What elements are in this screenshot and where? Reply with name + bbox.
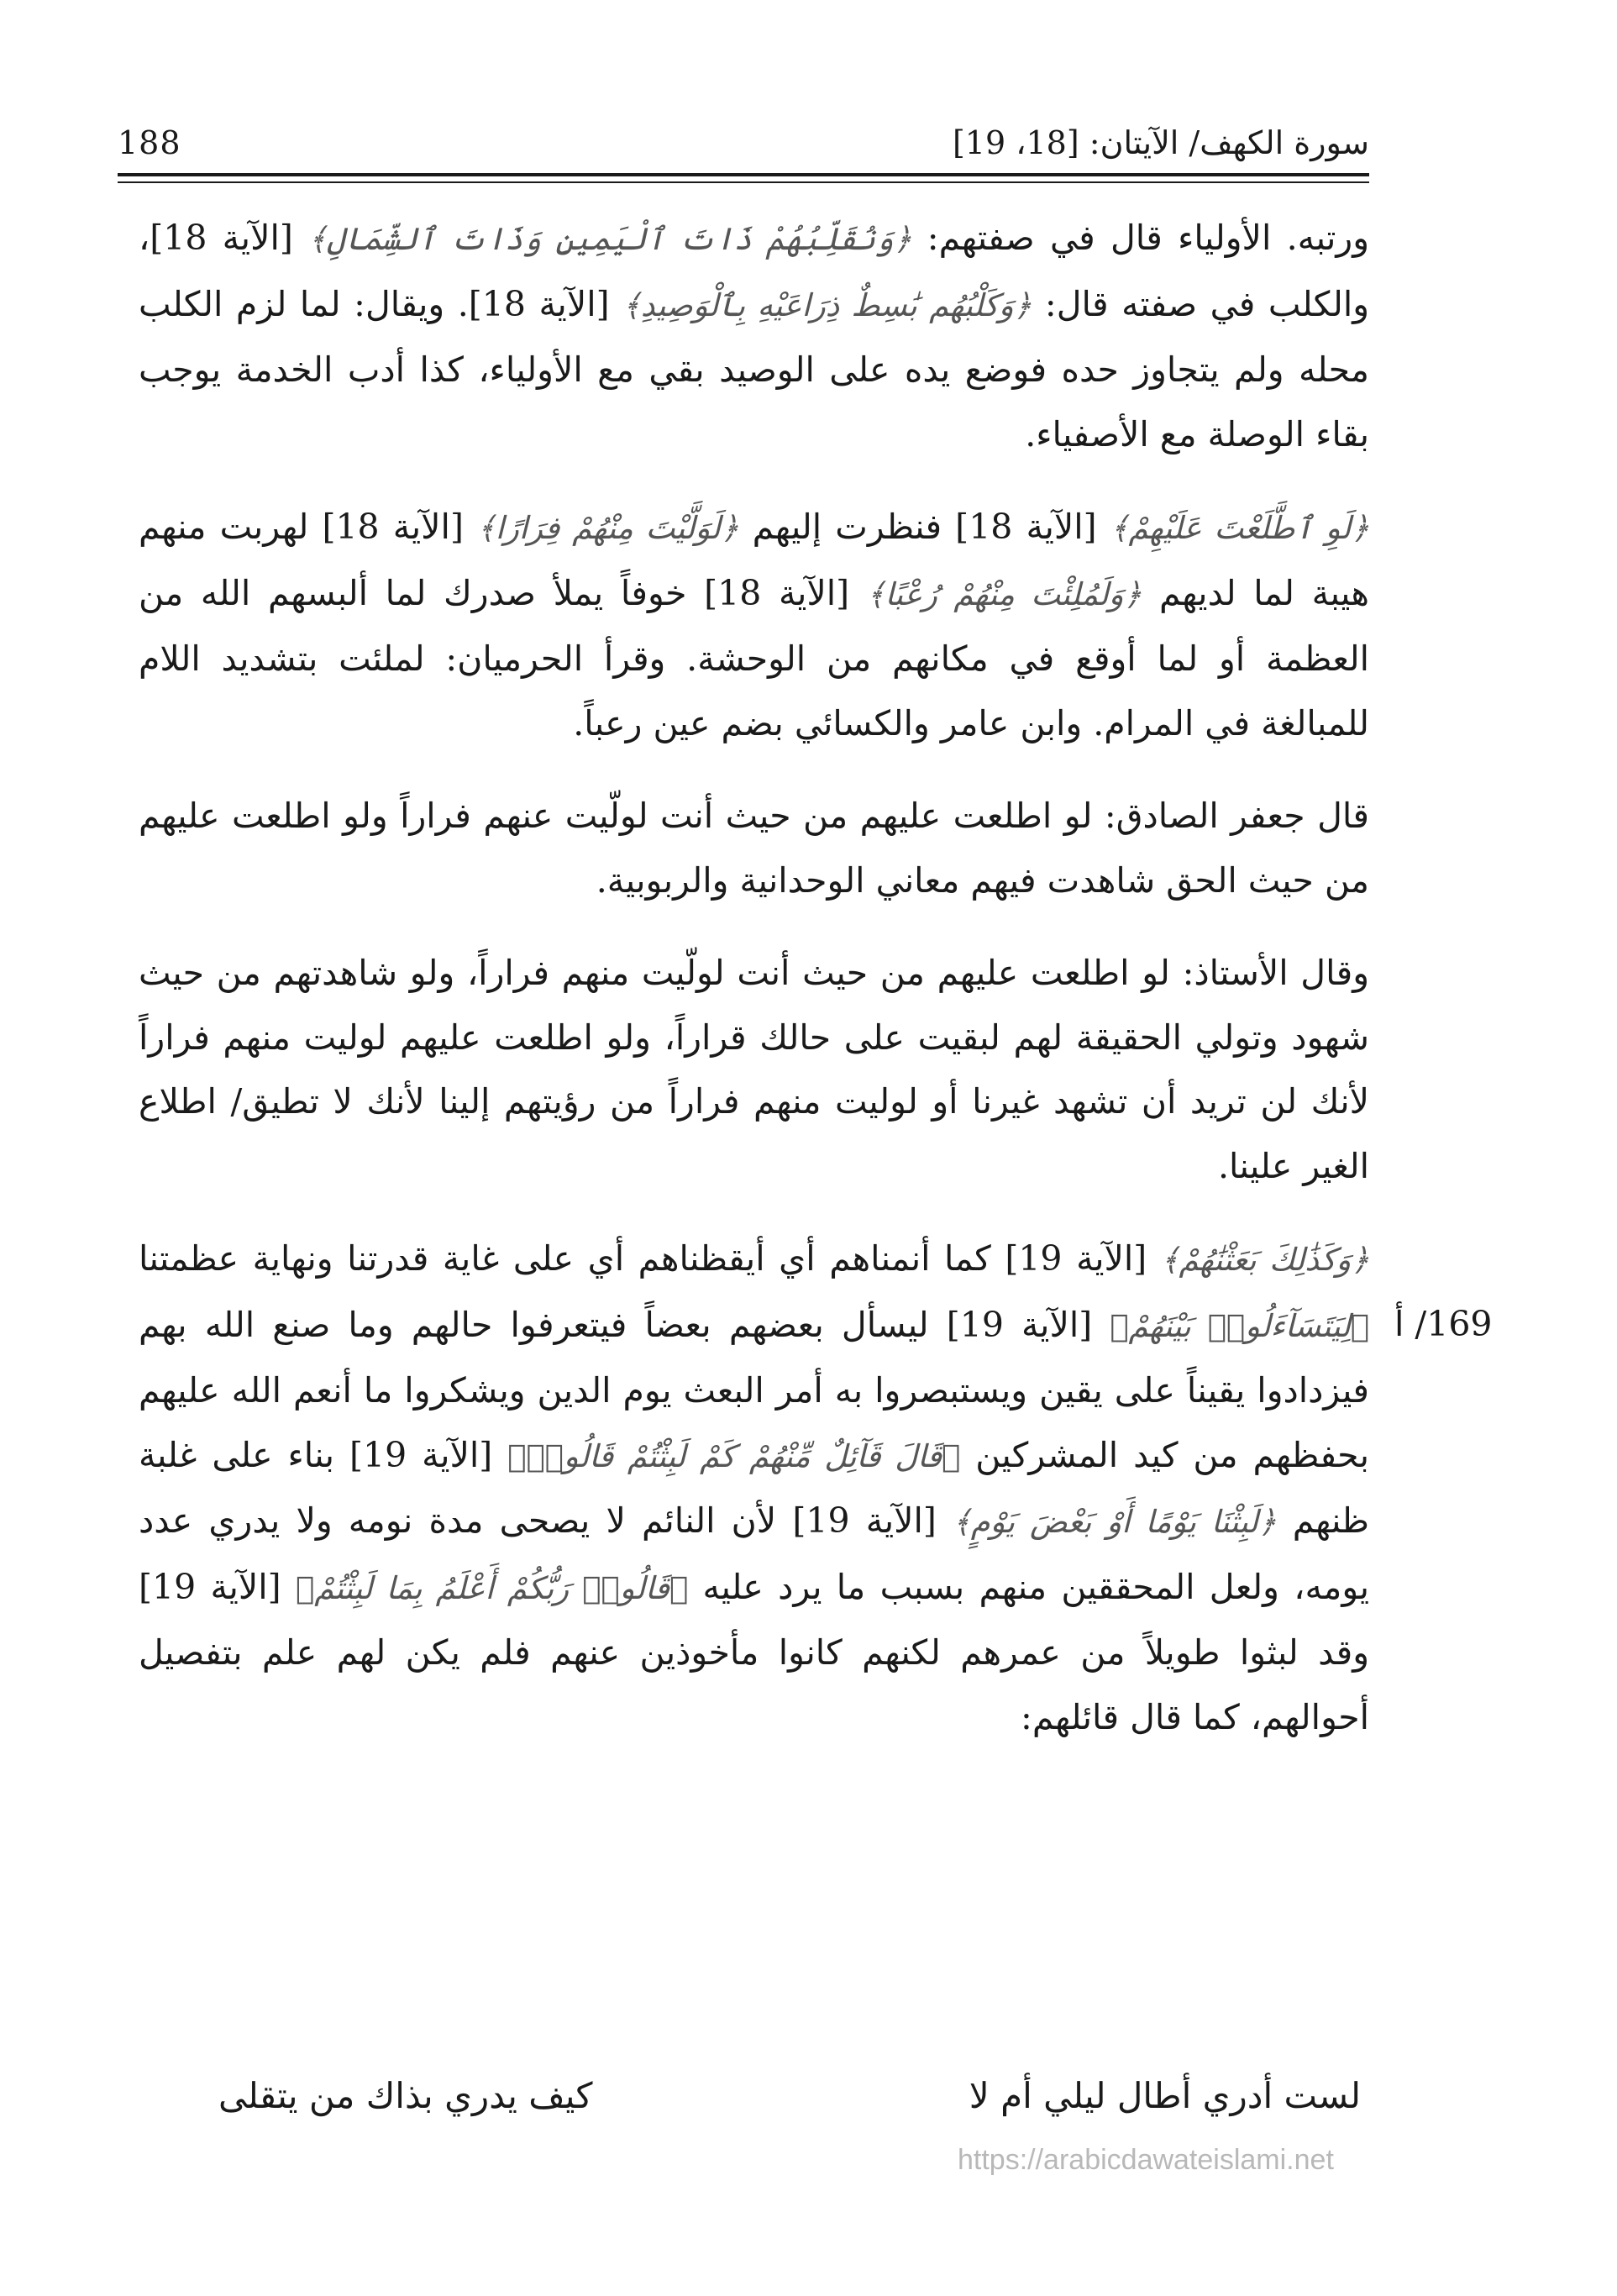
quran-citation: ﴿قَالَ قَآئِلٌ مِّنْهُمْ كَمْ لَبِثْتُمْ قَالُوا۟﴾ <box>507 1437 961 1474</box>
commentary-text: ورتبه. الأولياء قال في صفتهم: <box>911 218 1369 258</box>
commentary-text: [الآية 19] وقد لبثوا طويلاً من عمرهم لكنهم كانوا مأخوذين عنهم فلم يكن لهم علم بتفصيل أحوالهم، كما قال قائلهم: <box>139 1566 1369 1737</box>
body-text <box>139 206 1369 1778</box>
commentary-text: [الآية 19] بناء على غلبة ظنهم <box>139 1434 1369 1541</box>
quran-citation: ﴿وَكَذَٰلِكَ بَعَثْنَٰهُمْ﴾ <box>1160 1242 1370 1278</box>
commentary-text: [الآية 18]، والكلب في صفته قال: <box>139 218 1370 324</box>
poem-second-hemistich: كيف يدري بذاك من يتقلى <box>218 2075 593 2116</box>
commentary-text: [الآية 18] خوفاً يملأ صدرك لما ألبسهم الله من العظمة أو لما أوقع في مكانهم من الوحشة. وقرأ الحرميان: لملئت بتشديد اللام للمبالغة في المرام. وابن عامر والكسائي بضم عين رعباً. <box>139 572 1369 743</box>
quran-citation: ﴿وَلَمُلِئْتَ مِنْهُمْ رُعْبًا﴾ <box>866 575 1142 612</box>
quran-citation: ﴿وَنُقَلِّبُهُمْ ذَاتَ ٱلْيَمِينِ وَذَاتَ ٱلشِّمَالِ﴾ <box>308 221 912 257</box>
manuscript-folio-marker: 169/ أ <box>1394 1304 1493 1344</box>
paragraph <box>139 206 1369 466</box>
paragraph <box>139 784 1369 912</box>
commentary-text: [الآية 18]. ويقال: لما لزم الكلب محله ولم يتجاوز حده فوضع يده على الوصيد بقي مع الأولياء، كذا أدب الخدمة يوجب بقاء الوصلة مع الأصفياء. <box>139 283 1369 454</box>
header-rule-thin <box>118 181 1369 183</box>
page-number: 188 <box>118 124 181 161</box>
running-head: سورة الكهف/ الآيتان: [18، 19] <box>952 124 1369 161</box>
quran-citation: ﴿لَوَلَّيْتَ مِنْهُمْ فِرَارًا﴾ <box>477 510 739 546</box>
commentary-text: [الآية 18] لهربت منهم هيبة لما لديهم <box>139 507 1369 613</box>
quran-citation: ﴿قَالُوا۟ رَبُّكُمْ أَعْلَمُ بِمَا لَبِثْتُمْ﴾ <box>295 1569 689 1606</box>
watermark-url: https://arabicdawateislami.net <box>958 2144 1334 2176</box>
page-header <box>118 118 1369 176</box>
quran-citation: ﴿وَكَلْبُهُم بَٰسِطٌ ذِرَاعَيْهِ بِٱلْوَصِيدِ﴾ <box>622 286 1032 323</box>
quran-citation: ﴿لِيَتَسَآءَلُوا۟ بَيْنَهُمْ﴾ <box>1110 1307 1369 1344</box>
paragraph <box>139 495 1369 755</box>
commentary-text: قال جعفر الصادق: لو اطلعت عليهم من حيث أنت لولّيت عنهم فراراً ولو اطلعت عليهم من حيث الحق شاهدت فيهم معاني الوحدانية والربوبية. <box>139 796 1369 901</box>
quran-citation: ﴿لَوِ ٱطَّلَعْتَ عَلَيْهِمْ﴾ <box>1110 510 1369 546</box>
commentary-text: وقال الأستاذ: لو اطلعت عليهم من حيث أنت لولّيت منهم فراراً، ولو شاهدتهم من حيث شهود وتولي الحقيقة لهم لبقيت على حالك قراراً، ولو اطلعت عليهم لوليت منهم فراراً لأنك لن تريد أن تشهد غيرنا أو لوليت منهم فراراً من رؤيتهم إلينا لأنك لا تطيق/ اطلاع الغير علينا. <box>139 953 1369 1186</box>
commentary-text: [الآية 19] ليسأل بعضهم بعضاً فيتعرفوا حالهم وما صنع الله بهم فيزدادوا يقيناً على يقين ويستبصروا به أمر البعث يوم الدين ويشكروا ما أنعم الله عليهم بحفظهم من كيد المشركين <box>139 1304 1369 1475</box>
commentary-text: [الآية 18] فنظرت إليهم <box>738 507 1110 547</box>
commentary-text: [الآية 19] كما أنمناهم أي أيقظناهم أي على غاية قدرتنا ونهاية عظمتنا <box>139 1238 1161 1279</box>
poem-first-hemistich: لست أدري أطال ليلي أم لا <box>969 2075 1361 2116</box>
poem-verse <box>218 2075 1361 2142</box>
paragraph <box>139 941 1369 1198</box>
commentary-text: [الآية 19] لأن النائم لا يصحى مدة نومه ولا يدري عدد يومه، ولعل المحققين منهم بسبب ما يرد عليه <box>139 1500 1369 1607</box>
header-rule-thick <box>118 173 1369 176</box>
paragraph <box>139 1227 1369 1749</box>
quran-citation: ﴿لَبِثْنَا يَوْمًا أَوْ بَعْضَ يَوْمٍ﴾ <box>953 1504 1277 1540</box>
